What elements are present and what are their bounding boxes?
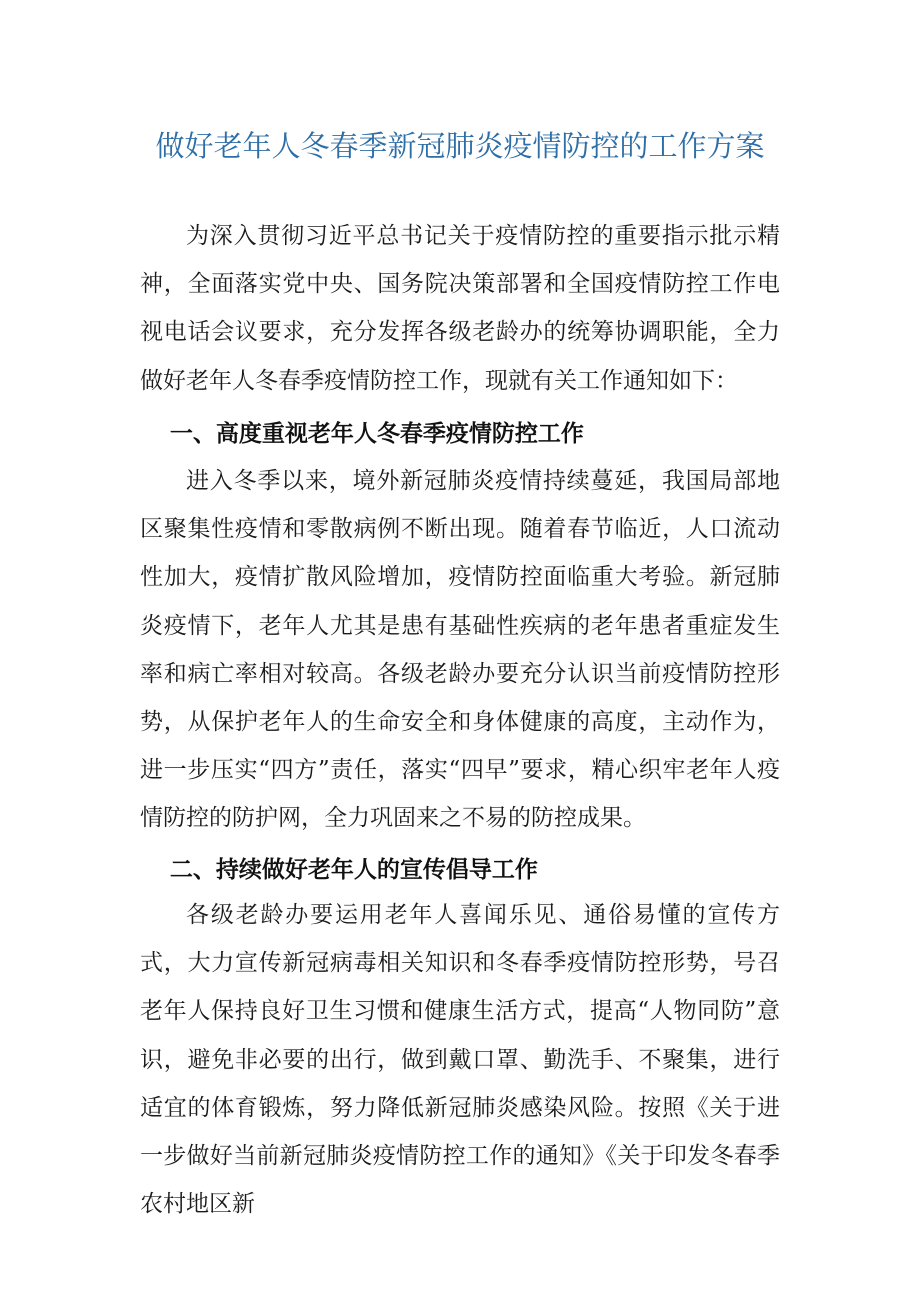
intro-paragraph: 为深入贯彻习近平总书记关于疫情防控的重要指示批示精神，全面落实党中央、国务院决策部署和全国疫情防控工作电视电话会议要求，充分发挥各级老龄办的统筹协调职能，全力做好老年人冬春季疫情防控工作，现就有关工作通知如下： <box>140 223 780 394</box>
document-title: 做好老年人冬春季新冠肺炎疫情防控的工作方案 <box>155 129 765 163</box>
section-1-paragraph: 进入冬季以来，境外新冠肺炎疫情持续蔓延，我国局部地区聚集性疫情和零散病例不断出现。随着春节临近，人口流动性加大，疫情扩散风险增加，疫情防控面临重大考验。新冠肺炎疫情下，老年人尤其是患有基础性疾病的老年患者重症发生率和病亡率相对较高。各级老龄办要充分认识当前疫情防控形势，从保护老年人的生命安全和身体健康的高度，主动作为，进一步压实“四方”责任，落实“四早”要求，精心织牢老年人疫情防控的防护网，全力巩固来之不易的防控成果。 <box>140 468 780 832</box>
section-heading-2: 二、持续做好老年人的宣传倡导工作 <box>169 857 538 883</box>
section-2-paragraph: 各级老龄办要运用老年人喜闻乐见、通俗易懂的宣传方式，大力宣传新冠病毒相关知识和冬春季疫情防控形势，号召老年人保持良好卫生习惯和健康生活方式，提高“人物同防”意识，避免非必要的出行，做到戴口罩、勤洗手、不聚集，进行适宜的体育锻炼，努力降低新冠肺炎感染风险。按照《关于进一步做好当前新冠肺炎疫情防控工作的通知》《关于印发冬春季农村地区新 <box>140 902 780 1218</box>
section-heading-1: 一、高度重视老年人冬春季疫情防控工作 <box>169 421 584 447</box>
